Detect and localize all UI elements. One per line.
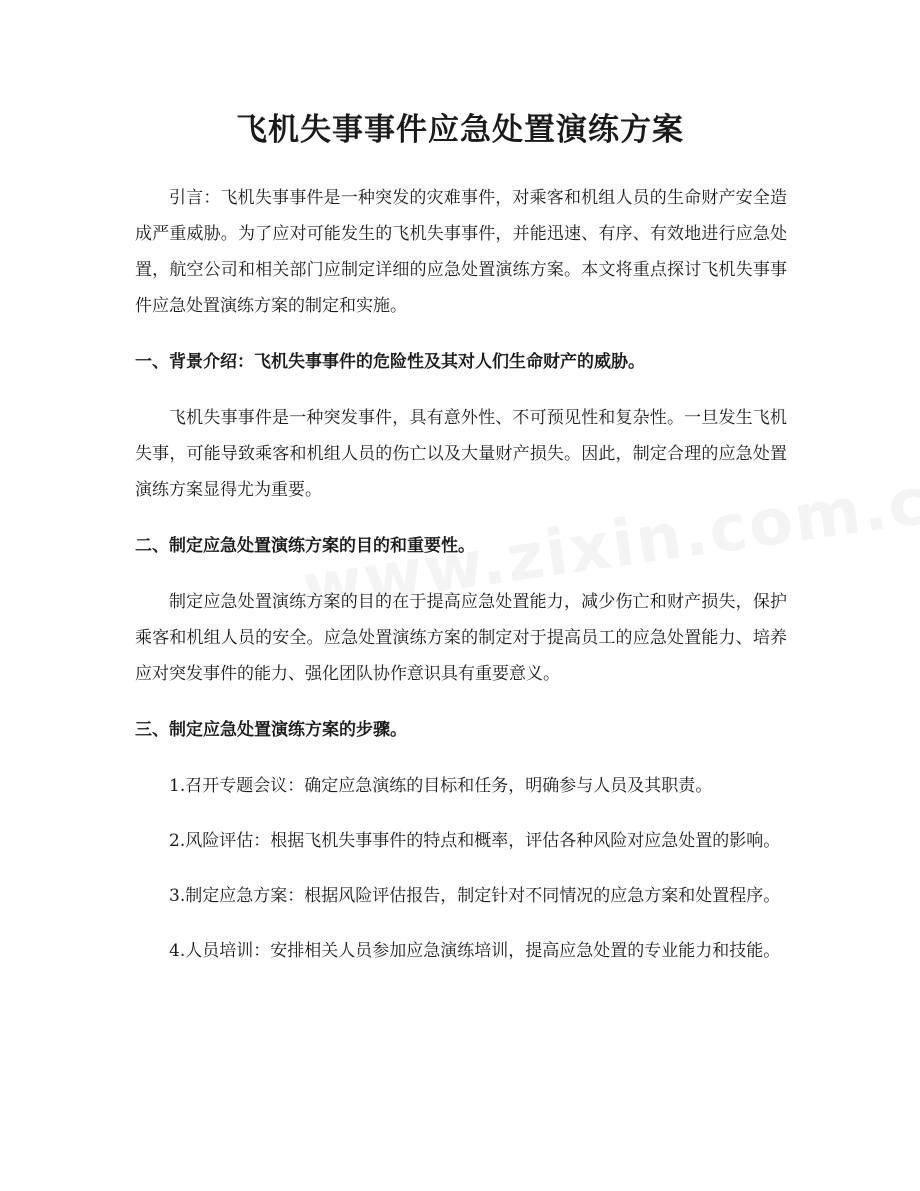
document-body [135,180,787,969]
step-item: 1.召开专题会议：确定应急演练的目标和任务，明确参与人员及其职责。 [169,776,713,796]
section-heading-steps: 三、制定应急处置演练方案的步骤。 [135,720,407,740]
intro-paragraph: 引言：飞机失事事件是一种突发的灾难事件，对乘客和机组人员的生命财产安全造成严重威胁。为了应对可能发生的飞机失事事件，并能迅速、有序、有效地进行应急处置，航空公司和相关部门应制定详细的应急处置演练方案。本文将重点探讨飞机失事事件应急处置演练方案的制定和实施。 [135,188,787,316]
section-body-background: 飞机失事事件是一种突发事件，具有意外性、不可预见性和复杂性。一旦发生飞机失事，可能导致乘客和机组人员的伤亡以及大量财产损失。因此，制定合理的应急处置演练方案显得尤为重要。 [135,408,787,500]
step-item: 3.制定应急方案：根据风险评估报告，制定针对不同情况的应急方案和处置程序。 [169,886,781,906]
section-body-purpose: 制定应急处置演练方案的目的在于提高应急处置能力，减少伤亡和财产损失，保护乘客和机组人员的安全。应急处置演练方案的制定对于提高员工的应急处置能力、培养应对突发事件的能力、强化团队协作意识具有重要意义。 [135,592,787,684]
document-title: 飞机失事事件应急处置演练方案 [236,112,684,148]
step-item: 2.风险评估：根据飞机失事事件的特点和概率，评估各种风险对应急处置的影响。 [169,831,781,851]
step-item: 4.人员培训：安排相关人员参加应急演练培训，提高应急处置的专业能力和技能。 [169,941,781,961]
section-heading-background: 一、背景介绍：飞机失事事件的危险性及其对人们生命财产的威胁。 [135,352,645,372]
section-heading-purpose: 二、制定应急处置演练方案的目的和重要性。 [135,536,475,556]
